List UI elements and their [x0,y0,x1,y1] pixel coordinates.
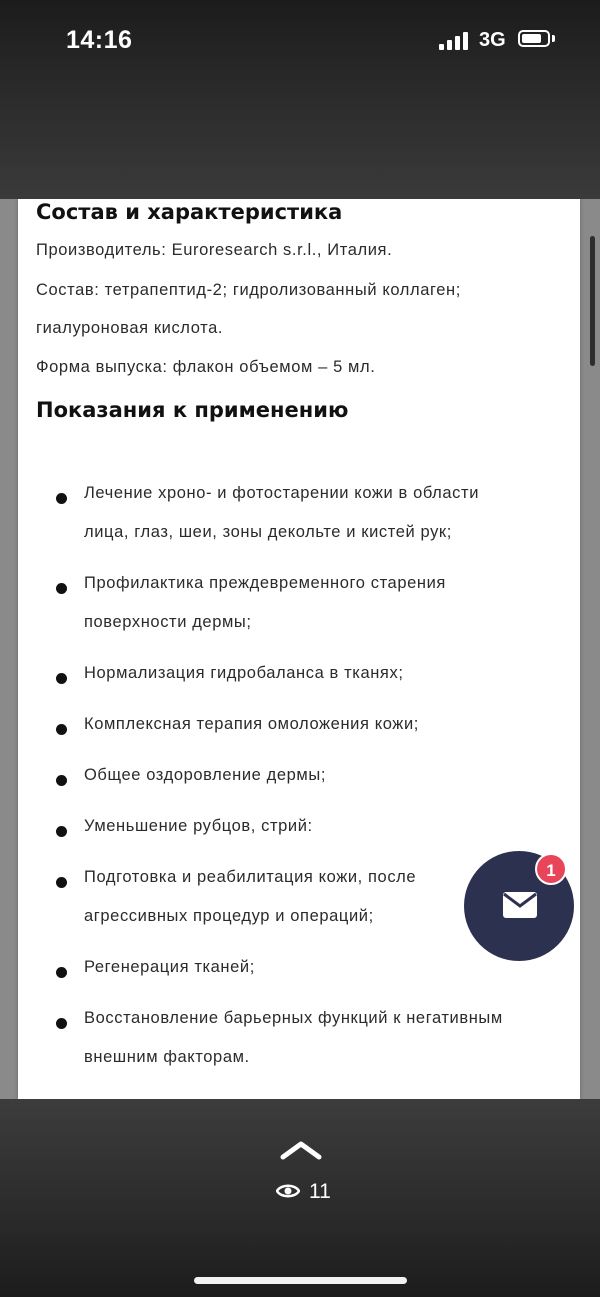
status-bar [0,0,600,80]
mail-icon [502,891,538,919]
battery-full-icon [518,30,550,47]
list-item-text: Подготовка и реабилитация кожи, после [84,868,417,886]
list-item-text: Лечение хроно- и фотостарении кожи в области [84,484,480,502]
composition-line: гиалуроновая кислота. [36,319,224,337]
indications-heading: Показания к применению [36,398,349,422]
battery-tip [552,35,555,42]
list-item-text: внешним факторам. [84,1048,250,1066]
bullet-icon [56,493,67,504]
list-item-text: Нормализация гидробаланса в тканях; [84,664,404,682]
signal-bars-icon [439,30,469,50]
list-item-text: Регенерация тканей; [84,958,255,976]
list-item-text: лица, глаз, шеи, зоны декольте и кистей рук; [84,523,452,541]
list-item-text: Профилактика преждевременного старения [84,574,446,592]
list-item-text: Комплексная терапия омоложения кожи; [84,715,419,733]
list-item-text: агрессивных процедур и операций; [84,907,374,925]
home-indicator[interactable] [194,1277,407,1284]
composition-line: Форма выпуска: флакон объемом – 5 мл. [36,358,376,376]
list-item-text: Уменьшение рубцов, стрий: [84,817,313,835]
list-item-text: Общее оздоровление дермы; [84,766,327,784]
list-item-text: поверхности дермы; [84,613,252,631]
bullet-icon [56,826,67,837]
bullet-icon [56,877,67,888]
status-time: 14:16 [66,26,133,54]
views-count: 11 [309,1180,331,1203]
bottom-overlay [0,1099,600,1297]
bullet-icon [56,1018,67,1029]
article-card [18,199,580,1099]
scrollbar-thumb[interactable] [590,236,595,366]
chevron-up-icon[interactable] [279,1138,323,1162]
bullet-icon [56,673,67,684]
list-item-text: Восстановление барьерных функций к негативным [84,1009,503,1027]
network-type: 3G [479,29,506,51]
composition-line: Производитель: Euroresearch s.r.l., Италия. [36,241,393,259]
bullet-icon [56,967,67,978]
web-page[interactable] [0,199,600,1099]
bullet-icon [56,775,67,786]
eye-icon [276,1182,300,1200]
notification-badge: 1 [535,853,567,885]
composition-line: Состав: тетрапептид-2; гидролизованный коллаген; [36,281,461,299]
bullet-icon [56,583,67,594]
bullet-icon [56,724,67,735]
composition-heading: Состав и характеристика [36,200,343,224]
